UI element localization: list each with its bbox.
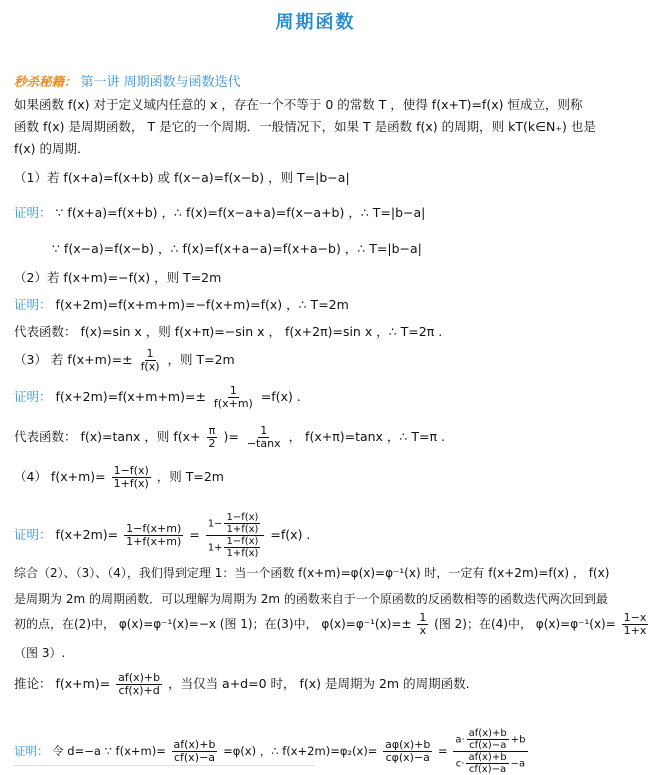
nested-denominator	[206, 536, 265, 559]
inner-fraction	[466, 752, 508, 775]
footer-divider	[14, 765, 314, 766]
final-fraction-2	[383, 739, 432, 764]
case4-tail: ，则 T=2m	[156, 469, 224, 484]
proof-label: 证明：	[14, 205, 52, 220]
final-fraction-1	[172, 739, 218, 764]
case4-proof-lhs: f(x+2m)=	[55, 527, 119, 542]
frac-den: cφ(x)−a	[385, 751, 430, 764]
frac-den: x	[419, 624, 427, 637]
corollary	[14, 672, 470, 697]
page-title: 周期函数	[275, 12, 356, 33]
case3-proof-tail: =f(x) .	[260, 389, 301, 404]
inner-fraction	[224, 512, 260, 535]
proof-label: 证明：	[14, 527, 52, 542]
nested-c: c·	[455, 758, 465, 770]
proof-label: 证明：	[14, 389, 52, 404]
case3-example	[14, 425, 445, 450]
frac-num: 1	[419, 611, 427, 624]
case3-example-c: ， f(x+π)=tanx ，∴ T=π .	[288, 429, 445, 444]
case3-lhs: f(x+m)=±	[67, 352, 133, 367]
one-over-x-fraction	[417, 612, 428, 637]
case1-proof-text-1: ∵ f(x+a)=f(x+b) ，∴ f(x)=f(x−a+a)=f(x−a+b) ，∴ T=|b−a|	[55, 205, 426, 220]
section-header	[14, 74, 241, 91]
frac-num: aφ(x)+b	[385, 738, 431, 751]
final-proof-b: =φ(x) ，∴ f(x+2m)=φ₂(x)=	[223, 744, 378, 758]
final-proof	[14, 728, 530, 775]
case3-statement	[14, 348, 235, 373]
summary-line-3a: 初的点，在(2)中， φ(x)=φ⁻¹(x)=−x (图 1)；在(3)中， φ(x)=φ⁻¹(x)=±	[14, 617, 412, 631]
section-heading: 第一讲 周期函数与函数迭代	[80, 75, 241, 90]
corollary-lhs: f(x+m)=	[55, 676, 111, 691]
frac-num: af(x)+b	[118, 671, 161, 684]
final-proof-c: =	[438, 744, 448, 758]
case4-proof: 证明： f(x+2m)= $\frac{1-f(x+m)}{1+f(x+m)}$ = 1− $\frac{1-f(x)}{1+f(x)}$ 1+ $\frac{1-f(x)}{1+f(x)}$ =f(x) .	[14, 512, 311, 559]
example-label: 代表函数：	[14, 429, 77, 444]
frac-num: af(x)+b	[173, 738, 216, 751]
frac-den: 1+f(x+m)	[126, 535, 182, 548]
case4-nested-fraction	[206, 512, 265, 559]
frac-num: 1−f(x)	[113, 464, 149, 477]
corollary-fraction	[116, 672, 162, 697]
case1-proof-line-1	[14, 205, 425, 221]
case3-label: （3） 若	[14, 352, 64, 367]
nested-numerator	[206, 512, 265, 536]
nested-a: a·	[455, 734, 465, 746]
case4-proof-tail: =f(x) .	[270, 527, 311, 542]
case2-proof	[14, 297, 349, 313]
nested-one: 1+	[207, 542, 223, 554]
frac-num: 1	[146, 347, 154, 360]
case1-statement: （1）若 f(x+a)=f(x+b) 或 f(x−a)=f(x−b) ，则 T=|b−a|	[14, 170, 350, 185]
case3-example-a: f(x)=tanx ，则 f(x+	[80, 429, 201, 444]
nested-tail: +b	[510, 734, 526, 746]
proof-label: 证明：	[14, 297, 52, 312]
corollary-tail: ，当仅当 a+d=0 时， f(x) 是周期为 2m 的周期函数.	[168, 676, 470, 691]
example-label: 代表函数：	[14, 324, 77, 339]
frac-den: cf(x)−a	[468, 764, 507, 775]
case4-fraction	[112, 465, 151, 490]
frac-num: 1−f(x+m)	[126, 522, 182, 535]
frac-den: 1+f(x)	[226, 548, 259, 559]
nested-one: 1−	[207, 518, 223, 530]
one-minus-x-fraction	[622, 612, 649, 637]
case3-fraction	[139, 348, 162, 373]
case1-proof-line-2: ∵ f(x−a)=f(x−b) ，∴ f(x)=f(x+a−a)=f(x+a−b) ，∴ T=|b−a|	[52, 241, 422, 256]
case4-label: （4） f(x+m)=	[14, 469, 106, 484]
frac-num: af(x)+b	[468, 752, 507, 763]
frac-den: cf(x)−a	[469, 740, 507, 751]
frac-den: 1+f(x)	[226, 524, 259, 535]
nested-numerator	[453, 728, 527, 752]
summary-line-4: （图 3）.	[14, 646, 66, 660]
case3-tail: ，则 T=2m	[167, 352, 235, 367]
summary-line-3b: (图 2)；在(4)中， φ(x)=φ⁻¹(x)=	[434, 617, 616, 631]
frac-den: f(x)	[140, 360, 160, 373]
tan-fraction	[245, 425, 283, 450]
intro-line-2: 函数 f(x) 是周期函数， T 是它的一个周期．一般情况下，如果 T 是函数 f(x) 的周期，则 kT(k∈N₊) 也是	[14, 119, 596, 134]
frac-num: af(x)+b	[468, 728, 507, 739]
case4-statement	[14, 465, 224, 490]
case2-statement: （2）若 f(x+m)=−f(x) ，则 T=2m	[14, 270, 222, 285]
nested-tail: −a	[510, 758, 526, 770]
frac-den: −tanx	[246, 437, 281, 450]
pi-half-fraction	[207, 425, 218, 450]
frac-num: 1	[260, 424, 268, 437]
frac-num: 1−f(x)	[226, 536, 259, 547]
frac-den: f(x+m)	[213, 397, 253, 410]
summary-line-3	[14, 612, 650, 637]
case2-proof-text: f(x+2m)=f(x+m+m)=−f(x+m)=f(x) ，∴ T=2m	[55, 297, 349, 312]
intro-line-1: 如果函数 f(x) 对于定义域内任意的 x ，存在一个不等于 0 的常数 T ，使得 f(x+T)=f(x) 恒成立，则称	[14, 97, 583, 112]
inner-fraction	[224, 536, 260, 559]
proof-label: 证明：	[14, 744, 49, 758]
frac-num: 1−f(x)	[226, 512, 259, 523]
intro-line-3: f(x) 的周期．	[14, 141, 90, 156]
frac-num: 1−x	[623, 611, 647, 624]
inner-fraction	[467, 728, 509, 751]
final-proof-a: 令 d=−a ∵ f(x+m)=	[52, 744, 166, 758]
case3-proof	[14, 385, 301, 410]
frac-num: π	[208, 424, 216, 437]
case4-proof-fraction	[124, 523, 183, 548]
summary-line-1: 综合（2）、（3）、（4），我们得到定理 1：当一个函数 f(x+m)=φ(x)=φ⁻¹(x) 时，一定有 f(x+2m)=f(x) ， f(x)	[14, 566, 610, 580]
case3-example-b: )=	[223, 429, 239, 444]
frac-den: cf(x)−a	[173, 751, 215, 764]
case2-example-text: f(x)=sin x ，则 f(x+π)=−sin x ， f(x+2π)=sin x ，∴ T=2π .	[80, 324, 443, 339]
frac-num: 1	[229, 384, 237, 397]
case3-proof-fraction	[212, 385, 255, 410]
frac-den: 2	[208, 437, 216, 450]
final-nested-fraction	[453, 728, 527, 775]
case3-proof-lhs: f(x+2m)=f(x+m+m)=±	[55, 389, 206, 404]
section-label: 秒杀秘籍：	[14, 74, 77, 89]
nested-denominator	[454, 752, 527, 775]
summary-line-2: 是周期为 2m 的周期函数．可以理解为周期为 2m 的函数来自于一个原函数的反函数相等的函数迭代两次回到最	[14, 592, 608, 606]
corollary-label: 推论：	[14, 676, 52, 691]
frac-den: 1+x	[623, 624, 647, 637]
frac-den: cf(x)+d	[118, 684, 160, 697]
frac-den: 1+f(x)	[113, 477, 149, 490]
case2-example	[14, 324, 442, 340]
